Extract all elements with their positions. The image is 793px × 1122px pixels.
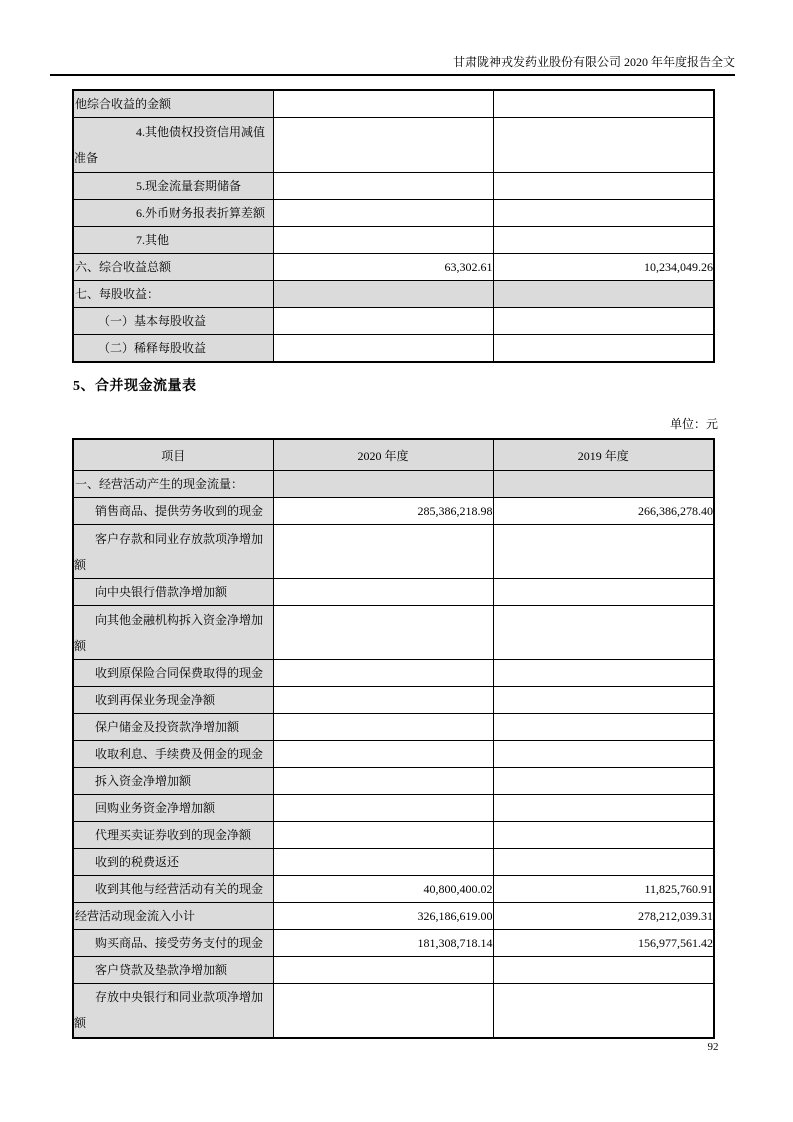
column-header-year-2020: 2020 年度 (273, 439, 493, 471)
value-cell-2020 (273, 957, 493, 984)
row-label-cell: （二）稀释每股收益 (73, 335, 273, 363)
value-cell-2019: 266,386,278.40 (493, 498, 714, 525)
value-cell-2020 (273, 849, 493, 876)
value-cell-2020 (273, 471, 493, 498)
value-cell-2019 (493, 281, 714, 308)
table-row (73, 687, 714, 714)
table-row (73, 579, 714, 606)
row-label-cell: 一、经营活动产生的现金流量： (73, 471, 273, 498)
table-row (73, 984, 714, 1038)
table-row (73, 930, 714, 957)
value-cell-2019 (493, 849, 714, 876)
row-label-cell: 七、每股收益： (73, 281, 273, 308)
value-cell-2019 (493, 173, 714, 200)
row-label-cell: 收取利息、手续费及佣金的现金 (73, 741, 273, 768)
table-row (73, 903, 714, 930)
value-cell-2019: 11,825,760.91 (493, 876, 714, 903)
table-row (73, 254, 714, 281)
column-header-year-2019: 2019 年度 (493, 439, 714, 471)
table-header-row (73, 439, 714, 471)
table-row (73, 227, 714, 254)
value-cell-2020 (273, 984, 493, 1038)
table-row (73, 281, 714, 308)
value-cell-2019: 156,977,561.42 (493, 930, 714, 957)
row-label-cell: 存放中央银行和同业款项净增加额 (73, 984, 273, 1038)
comprehensive-income-table (72, 89, 715, 363)
page-header-title: 甘肃陇神戎发药业股份有限公司 2020 年年度报告全文 (452, 55, 735, 69)
row-label-cell: 收到的税费返还 (73, 849, 273, 876)
value-cell-2020 (273, 741, 493, 768)
row-label-cell: 保户储金及投资款净增加额 (73, 714, 273, 741)
value-cell-2019: 278,212,039.31 (493, 903, 714, 930)
table-row (73, 173, 714, 200)
row-label-cell: 收到再保业务现金净额 (73, 687, 273, 714)
value-cell-2020 (273, 606, 493, 660)
value-cell-2019 (493, 90, 714, 118)
value-cell-2019 (493, 660, 714, 687)
row-label-cell: 7.其他 (73, 227, 273, 254)
value-cell-2020 (273, 90, 493, 118)
row-label-cell: 向中央银行借款净增加额 (73, 579, 273, 606)
row-label-cell: 客户存款和同业存放款项净增加额 (73, 525, 273, 579)
table-row (73, 876, 714, 903)
table-row (73, 90, 714, 118)
value-cell-2020 (273, 308, 493, 335)
value-cell-2019 (493, 714, 714, 741)
row-label-cell: 购买商品、接受劳务支付的现金 (73, 930, 273, 957)
value-cell-2019 (493, 795, 714, 822)
row-label-cell: 拆入资金净增加额 (73, 768, 273, 795)
value-cell-2020 (273, 768, 493, 795)
table-row (73, 118, 714, 173)
table-row (73, 200, 714, 227)
table-row (73, 471, 714, 498)
value-cell-2020 (273, 579, 493, 606)
table-row (73, 957, 714, 984)
value-cell-2019 (493, 984, 714, 1038)
section-title: 5、合并现金流量表 (73, 379, 197, 394)
row-label-cell: 销售商品、提供劳务收到的现金 (73, 498, 273, 525)
value-cell-2020 (273, 525, 493, 579)
value-cell-2020: 40,800,400.02 (273, 876, 493, 903)
value-cell-2019 (493, 200, 714, 227)
value-cell-2020: 181,308,718.14 (273, 930, 493, 957)
table-row (73, 308, 714, 335)
row-label-cell: 4.其他债权投资信用减值准备 (73, 118, 273, 173)
column-header-item: 项目 (73, 439, 273, 471)
table-row (73, 795, 714, 822)
value-cell-2020: 63,302.61 (273, 254, 493, 281)
row-label-cell: 经营活动现金流入小计 (73, 903, 273, 930)
table-row (73, 849, 714, 876)
value-cell-2019 (493, 335, 714, 363)
value-cell-2019 (493, 741, 714, 768)
row-label-cell: 六、综合收益总额 (73, 254, 273, 281)
value-cell-2019 (493, 579, 714, 606)
value-cell-2020: 326,186,619.00 (273, 903, 493, 930)
value-cell-2020 (273, 687, 493, 714)
row-label-cell: 6.外币财务报表折算差额 (73, 200, 273, 227)
page-number: 92 (707, 1041, 719, 1053)
row-label-cell: 5.现金流量套期储备 (73, 173, 273, 200)
value-cell-2019 (493, 118, 714, 173)
comprehensive-income-table-body (73, 90, 714, 362)
cash-flow-table-body (73, 471, 714, 1038)
table-row (73, 606, 714, 660)
value-cell-2020 (273, 795, 493, 822)
table-row (73, 768, 714, 795)
value-cell-2020 (273, 118, 493, 173)
value-cell-2020 (273, 281, 493, 308)
row-label-cell: 代理买卖证券收到的现金净额 (73, 822, 273, 849)
value-cell-2019 (493, 822, 714, 849)
value-cell-2020 (273, 200, 493, 227)
value-cell-2019 (493, 957, 714, 984)
value-cell-2020 (273, 822, 493, 849)
value-cell-2020: 285,386,218.98 (273, 498, 493, 525)
value-cell-2019 (493, 525, 714, 579)
row-label-cell: 收到原保险合同保费取得的现金 (73, 660, 273, 687)
value-cell-2020 (273, 660, 493, 687)
table-row (73, 498, 714, 525)
table-row (73, 660, 714, 687)
row-label-cell: 向其他金融机构拆入资金净增加额 (73, 606, 273, 660)
table-row (73, 822, 714, 849)
row-label-cell: 回购业务资金净增加额 (73, 795, 273, 822)
header-rule (50, 74, 735, 76)
row-label-cell: 收到其他与经营活动有关的现金 (73, 876, 273, 903)
value-cell-2019 (493, 768, 714, 795)
table-row (73, 714, 714, 741)
unit-label: 单位：元 (669, 417, 718, 431)
table-row (73, 525, 714, 579)
value-cell-2019 (493, 606, 714, 660)
value-cell-2020 (273, 173, 493, 200)
row-label-cell: 他综合收益的金额 (73, 90, 273, 118)
row-label-cell: （一）基本每股收益 (73, 308, 273, 335)
table-row (73, 335, 714, 363)
value-cell-2019: 10,234,049.26 (493, 254, 714, 281)
value-cell-2020 (273, 335, 493, 363)
value-cell-2019 (493, 227, 714, 254)
cash-flow-table (72, 438, 715, 1039)
value-cell-2019 (493, 471, 714, 498)
value-cell-2020 (273, 714, 493, 741)
row-label-cell: 客户贷款及垫款净增加额 (73, 957, 273, 984)
value-cell-2019 (493, 308, 714, 335)
value-cell-2020 (273, 227, 493, 254)
value-cell-2019 (493, 687, 714, 714)
table-row (73, 741, 714, 768)
